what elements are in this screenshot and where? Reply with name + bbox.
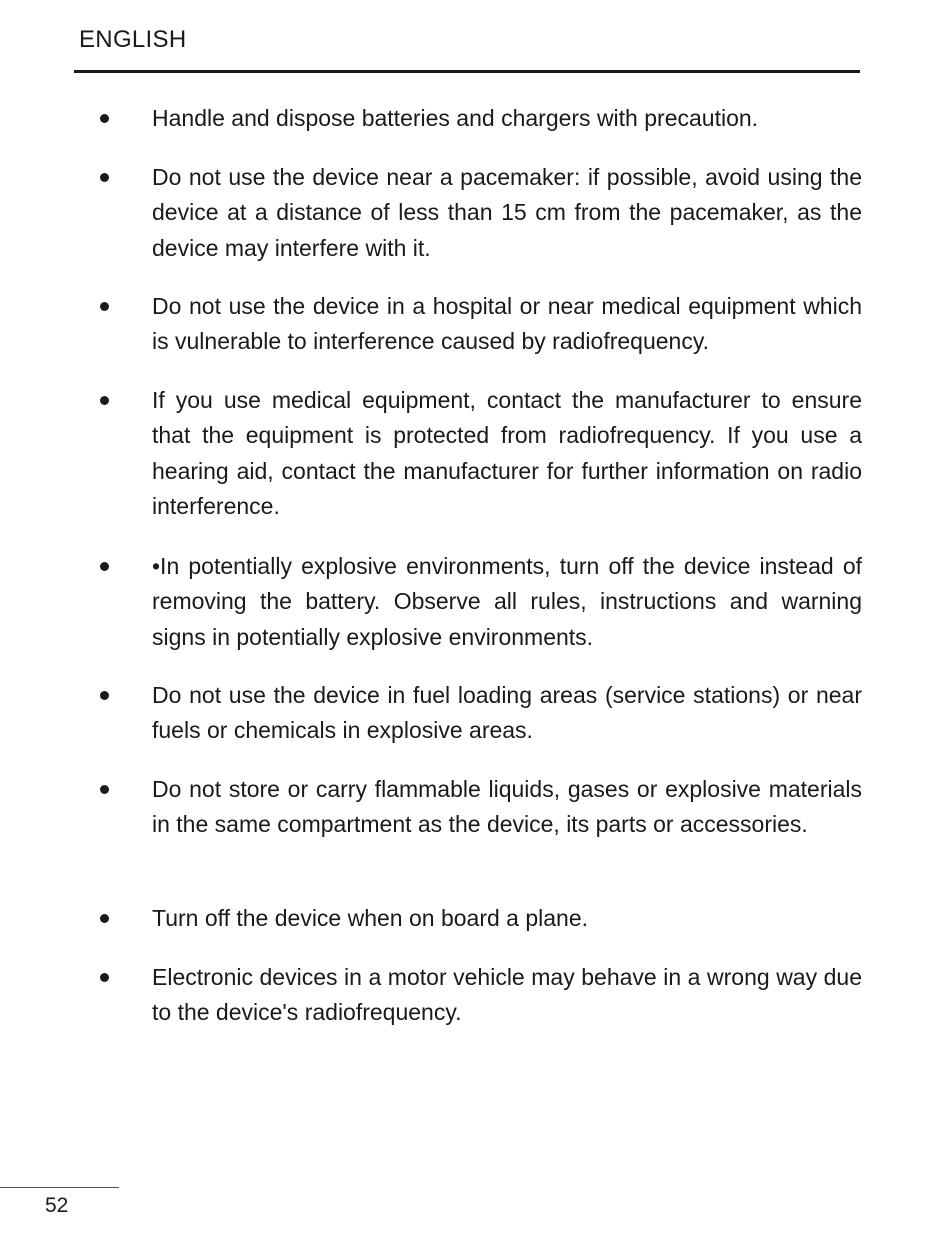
list-item-text: Do not use the device near a pacemaker: if possible, avoid using the device at a distance of less than 15 cm from the pacemaker, as the device may interfere with it. <box>152 164 862 261</box>
bullet-icon <box>100 562 109 571</box>
bullet-icon <box>100 114 109 123</box>
language-label: ENGLISH <box>79 26 187 53</box>
bullet-icon <box>100 973 109 982</box>
header-divider <box>74 70 860 73</box>
list-item-text: Electronic devices in a motor vehicle may behave in a wrong way due to the device's radiofrequency. <box>152 964 862 1026</box>
bullet-icon <box>100 173 109 182</box>
list-item-text: Do not use the device in a hospital or near medical equipment which is vulnerable to interference caused by radiofrequency. <box>152 293 862 355</box>
bullet-icon <box>100 302 109 311</box>
bullet-icon <box>100 396 109 405</box>
list-item-text: If you use medical equipment, contact the manufacturer to ensure that the equipment is protected from radiofrequency. If you use a hearing aid, contact the manufacturer for further information on radio interference. <box>152 387 862 519</box>
page-number: 52 <box>45 1194 69 1217</box>
bullet-icon <box>100 914 109 923</box>
list-item-text: •In potentially explosive environments, turn off the device instead of removing the battery. Observe all rules, instructions and warning signs in potentially explosive environments. <box>152 553 862 650</box>
list-item-text: Do not use the device in fuel loading areas (service stations) or near fuels or chemicals in explosive areas. <box>152 682 862 744</box>
list-item-text: Do not store or carry flammable liquids, gases or explosive materials in the same compartment as the device, its parts or accessories. <box>152 776 862 838</box>
list-item-text: Handle and dispose batteries and chargers with precaution. <box>152 105 759 131</box>
footer-divider <box>0 1187 119 1188</box>
bullet-icon <box>100 691 109 700</box>
list-item-text: Turn off the device when on board a plane. <box>152 905 589 931</box>
bullet-icon <box>100 785 109 794</box>
